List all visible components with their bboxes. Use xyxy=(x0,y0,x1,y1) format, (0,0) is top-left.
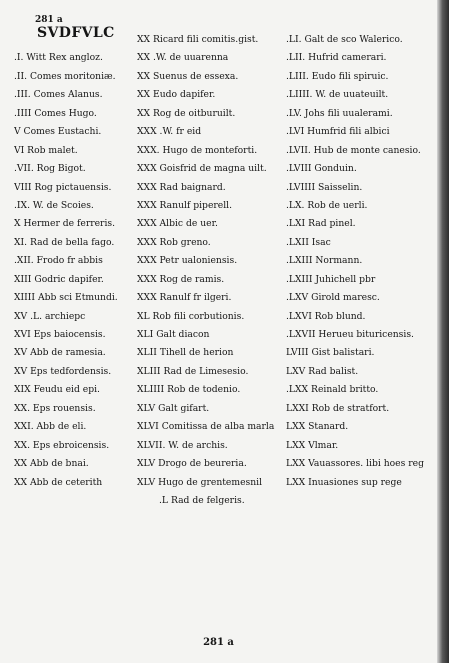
landholder-entry: .LXVII Herueu bituricensis. xyxy=(286,329,414,340)
landholder-entry: XX. Eps rouensis. xyxy=(14,402,96,414)
landholder-entry: XL Rob fili corbutionis. xyxy=(137,310,245,322)
landholder-entry: XI. Rad de bella fago. xyxy=(14,236,115,248)
landholder-entry: XXX Ranulf fr ilgeri. xyxy=(137,292,232,304)
landholder-entry: XIX Feudu eid epi. xyxy=(14,384,100,396)
landholder-entry: XX .W. de uuarenna xyxy=(137,52,229,64)
landholder-entry: XX Rog de oitburuilt. xyxy=(137,107,236,119)
landholder-entry: XXX Ranulf piperell. xyxy=(137,199,233,211)
county-heading: SVDFVLC xyxy=(37,25,115,41)
landholder-entry: .LVII. Hub de monte canesio. xyxy=(286,144,421,156)
folio-number-top: 281 a xyxy=(35,15,63,25)
landholder-entry: XLI Galt diacon xyxy=(137,329,210,340)
landholder-entry: .LXIII Normann. xyxy=(286,255,363,267)
landholder-entry: XLIII Rad de Limesesio. xyxy=(137,365,249,377)
landholder-entry: .LVIII Gonduin. xyxy=(286,163,357,175)
landholder-entry: XLIIII Rob de todenio. xyxy=(137,384,241,396)
landholder-entry: .LII. Hufrid camerari. xyxy=(286,52,387,64)
landholder-entry: XLVI Comitissa de alba marla xyxy=(137,421,275,433)
landholder-entry: .LIII. Eudo fili spiruic. xyxy=(286,70,389,82)
landholder-entry: .III. Comes Alanus. xyxy=(14,89,103,101)
landholder-entry: LXV Rad balist. xyxy=(286,365,359,377)
column-1 xyxy=(14,31,129,492)
landholder-entry: LXX Inuasiones sup rege xyxy=(286,476,402,488)
landholder-entry: VI Rob malet. xyxy=(14,144,78,156)
landholder-entry: XX Suenus de essexa. xyxy=(137,70,239,82)
landholder-entry: XX Ricard fili comitis.gist. xyxy=(137,34,259,45)
landholder-entry: XXX .W. fr eid xyxy=(137,126,202,138)
landholder-entry: XXX Goisfrid de magna uilt. xyxy=(137,163,267,175)
landholder-entry: .LX. Rob de uerli. xyxy=(286,199,368,211)
landholder-entry: LVIII Gist balistari. xyxy=(286,347,375,359)
landholder-entry: XLV Drogo de beureria. xyxy=(137,458,247,470)
landholder-entry: XXX Rob greno. xyxy=(137,236,211,248)
landholder-entry: XVI Eps baiocensis. xyxy=(14,329,106,340)
landholder-entry: XXX Petr ualoniensis. xyxy=(137,255,238,267)
landholder-entry: .LXX Reinald britto. xyxy=(286,384,379,396)
landholder-entry: LXX Vlmar. xyxy=(286,439,339,451)
landholder-entry: XXX Rad baignard. xyxy=(137,181,226,193)
landholder-entry: XIIII Abb sci Etmundi. xyxy=(14,292,118,304)
landholder-entry: .IIII Comes Hugo. xyxy=(14,107,97,119)
landholder-entry: .LXII Isac xyxy=(286,236,331,248)
landholder-entry: XLVII. W. de archis. xyxy=(137,439,228,451)
page-edge xyxy=(437,0,449,663)
landholder-entry: XLII Tihell de herion xyxy=(137,347,234,359)
landholder-entry: XX. Eps ebroicensis. xyxy=(14,439,110,451)
landholder-entry: .XII. Frodo fr abbis xyxy=(14,255,103,267)
landholder-entry: XXX. Hugo de monteforti. xyxy=(137,144,258,156)
landholder-entry: XX Abb de bnai. xyxy=(14,458,89,470)
landholder-entry: .LI. Galt de sco Walerico. xyxy=(286,34,403,45)
landholder-entry: .LIIII. W. de uuateuilt. xyxy=(286,89,389,101)
folio-number-bottom: 281 a xyxy=(203,637,234,648)
landholder-entry: .IX. W. de Scoies. xyxy=(14,199,94,211)
landholder-entry: LXX Vauassores. libi hoes reg xyxy=(286,458,424,470)
landholder-entry: X Hermer de ferreris. xyxy=(14,218,116,230)
landholder-entry: .VII. Rog Bigot. xyxy=(14,163,86,175)
landholder-entry: .LXIII Juhichell pbr xyxy=(286,273,376,285)
landholder-entry: XX Abb de ceterith xyxy=(14,476,103,488)
landholder-entry: .LV. Johs fili uualerami. xyxy=(286,107,393,119)
landholder-entry: V Comes Eustachi. xyxy=(14,126,102,138)
landholder-entry: XXX Albic de uer. xyxy=(137,218,218,230)
landholder-entry: .LVIIII Saisselin. xyxy=(286,181,363,193)
landholder-entry: .LVI Humfrid fili albici xyxy=(286,126,390,138)
landholder-entry: LXX Stanard. xyxy=(286,421,349,433)
landholder-entry: .LXV Girold maresc. xyxy=(286,292,380,304)
landholder-entry: XLV Galt gifart. xyxy=(137,402,210,414)
landholder-entry: VIII Rog pictauensis. xyxy=(14,181,112,193)
landholder-entry: XV Eps tedfordensis. xyxy=(14,365,112,377)
landholder-entry: XV Abb de ramesia. xyxy=(14,347,106,359)
landholder-entry: LXXI Rob de stratfort. xyxy=(286,402,390,414)
landholder-entry: .LXI Rad pinel. xyxy=(286,218,356,230)
landholder-entry: .I. Witt Rex angloz. xyxy=(14,52,103,64)
landholder-entry: .II. Comes moritoniæ. xyxy=(14,70,116,82)
column-2 xyxy=(137,31,283,510)
landholder-entry: .L Rad de felgeris. xyxy=(159,494,245,506)
column-3 xyxy=(286,31,434,492)
landholder-entry: XV .L. archiepc xyxy=(14,310,86,322)
landholder-entry: XXI. Abb de eli. xyxy=(14,421,87,433)
landholder-entry: XX Eudo dapifer. xyxy=(137,89,216,101)
landholder-entry: XXX Rog de ramis. xyxy=(137,273,225,285)
landholder-entry: XIII Godric dapifer. xyxy=(14,273,104,285)
landholder-entry: XLV Hugo de grentemesnil xyxy=(137,476,263,488)
landholder-entry: .LXVI Rob blund. xyxy=(286,310,366,322)
